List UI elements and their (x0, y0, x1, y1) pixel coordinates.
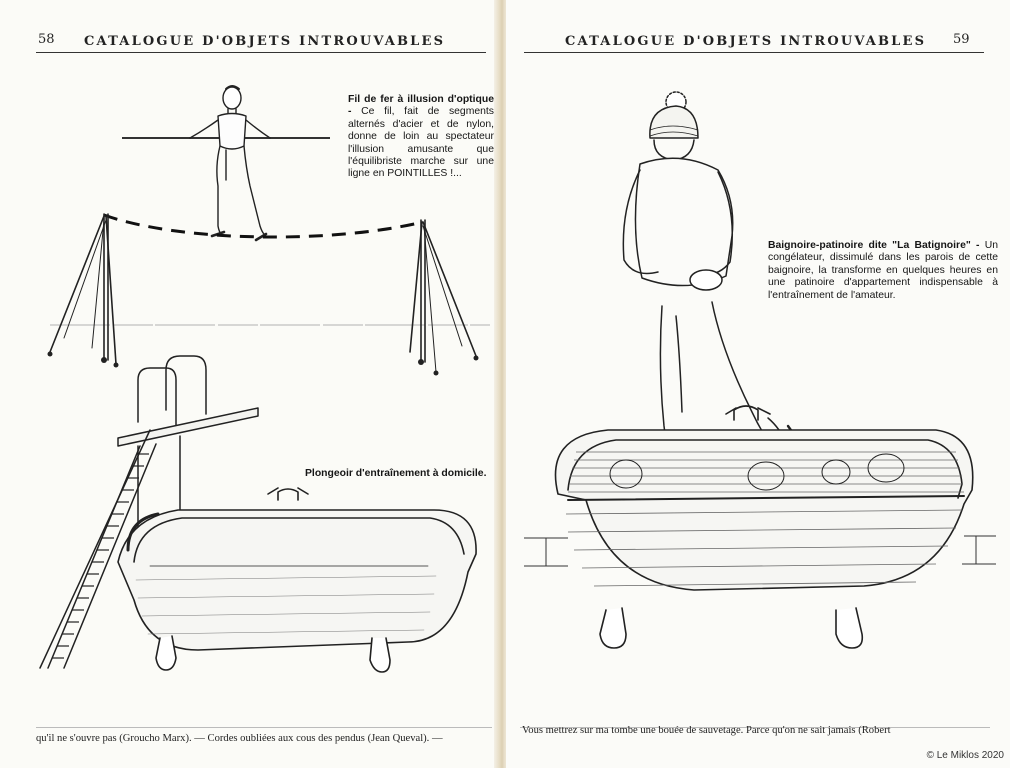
diving-caption-title: Plongeoir d'entraînement à domicile. (305, 468, 487, 479)
tightrope-caption-text: Ce fil, fait de segments alternés d'acier et de nylon, donne de loin au spectateur l'illusion amusante que l'équilibriste marche sur une ligne en POINTILLES !... (348, 106, 495, 180)
diving-board-illustration (0, 350, 498, 690)
right-head-rule (524, 52, 984, 53)
left-foot-rule (36, 727, 492, 728)
ice-bath-caption-title: Baignoire-patinoire dite "La Batignoire" - (768, 240, 980, 251)
right-folio: 59 (953, 32, 970, 47)
left-page (0, 0, 498, 768)
left-folio: 58 (38, 32, 55, 47)
tightrope-caption-title: Fil de fer à illusion d'optique - (348, 94, 494, 118)
left-footer: qu'il ne s'ouvre pas (Groucho Marx). — Cordes oubliées aux cous des pendus (Jean Queval). — (36, 733, 443, 744)
right-running-head: CATALOGUE D'OBJETS INTROUVABLES (565, 34, 927, 49)
right-footer: Vous mettrez sur ma tombe une bouée de sauvetage. Parce qu'on ne sait jamais (Robert (522, 725, 891, 736)
tightrope-illustration (0, 0, 498, 380)
left-running-head: CATALOGUE D'OBJETS INTROUVABLES (84, 34, 446, 49)
right-page (506, 0, 1010, 768)
ice-bath-caption-text: Un congélateur, dissimulé dans les parois de cette baignoire, la transforme en quelques heures en une patinoire d'appartement indispensable à l'entraînement de l'amateur. (768, 240, 998, 301)
copyright-watermark: © Le Miklos 2020 (926, 750, 1004, 761)
skating-bathtub-illustration (506, 80, 1010, 680)
